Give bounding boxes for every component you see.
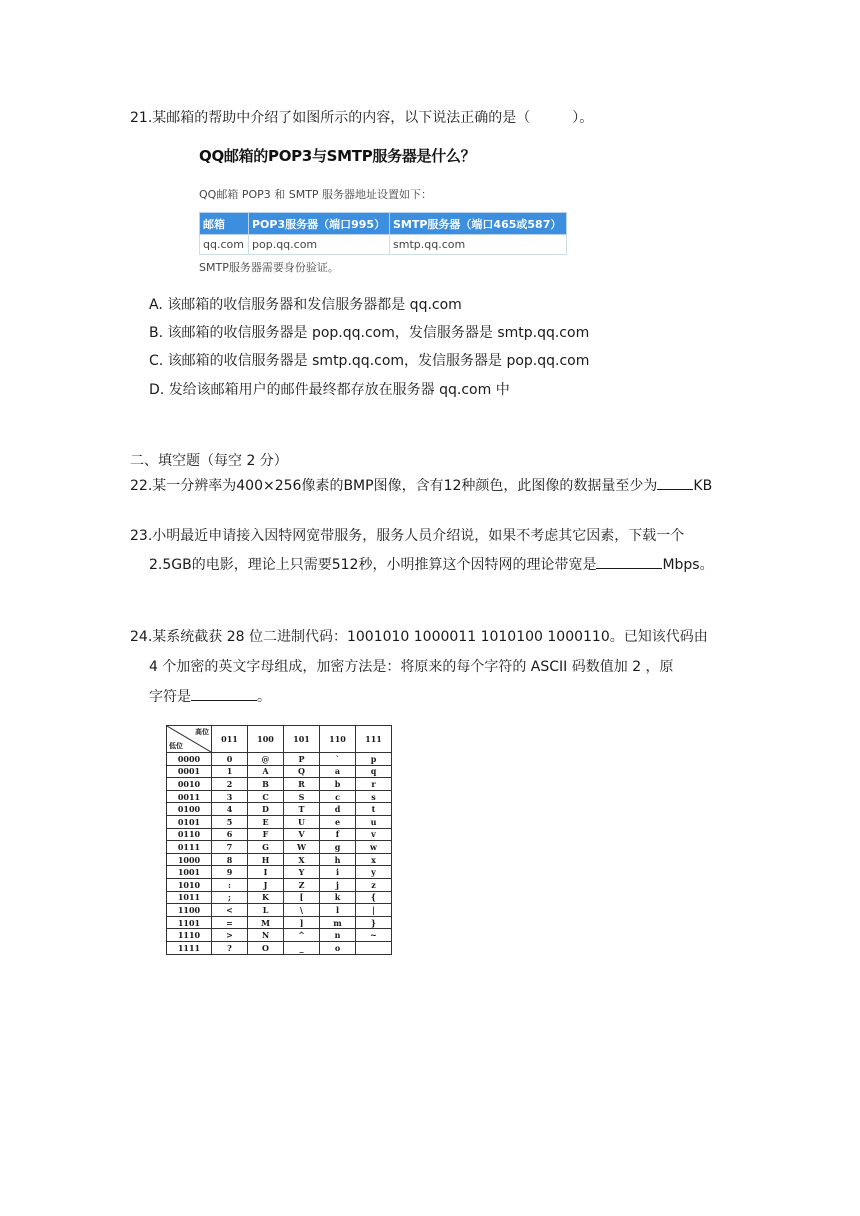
q23-text: 2.5GB的电影，理论上只需要512秒，小明推算这个因特网的理论带宽是 <box>149 557 597 573</box>
ascii-char-cell: O <box>248 941 284 954</box>
ascii-table <box>166 725 392 955</box>
ascii-char-cell: L <box>248 904 284 917</box>
ascii-char-cell: q <box>356 765 392 778</box>
ascii-row <box>167 765 392 778</box>
ascii-char-cell: 8 <box>212 853 248 866</box>
ascii-row <box>167 878 392 891</box>
ascii-char-cell: D <box>248 803 284 816</box>
ascii-char-cell: b <box>320 778 356 791</box>
q24-line1: 24.某系统截获 28 位二进制代码：1001010 1000011 1010100 1000110。已知该代码由 <box>130 629 708 645</box>
ascii-low-bits-cell: 0001 <box>167 765 212 778</box>
header-pop3: POP3服务器（端口995） <box>249 213 390 235</box>
ascii-low-bits-cell: 0110 <box>167 828 212 841</box>
ascii-char-cell: F <box>248 828 284 841</box>
ascii-row <box>167 815 392 828</box>
ascii-char-cell: h <box>320 853 356 866</box>
ascii-char-cell: ? <box>212 941 248 954</box>
header-mailbox: 邮箱 <box>200 213 249 235</box>
ascii-corner-cell <box>167 726 212 753</box>
ascii-body <box>167 753 392 955</box>
ascii-low-bits-cell: 1010 <box>167 878 212 891</box>
q23-line1: 23.小明最近申请接入因特网宽带服务，服务人员介绍说，如果不考虑其它因素，下载一个 <box>130 528 685 544</box>
ascii-char-cell: V <box>284 828 320 841</box>
ascii-char-cell: = <box>212 916 248 929</box>
ascii-char-cell: ~ <box>356 929 392 942</box>
ascii-char-cell: j <box>320 878 356 891</box>
ascii-char-cell: : <box>212 878 248 891</box>
q21-option-c <box>149 351 589 371</box>
ascii-char-cell: X <box>284 853 320 866</box>
ascii-char-cell: W <box>284 841 320 854</box>
header-smtp: SMTP服务器（端口465或587） <box>390 213 567 235</box>
q23-answer-blank[interactable] <box>596 554 662 569</box>
ascii-char-cell: < <box>212 904 248 917</box>
ascii-row <box>167 866 392 879</box>
ascii-row <box>167 891 392 904</box>
option-text: 该邮箱的收信服务器和发信服务器都是 qq.com <box>167 297 462 313</box>
option-label: C. <box>149 353 164 369</box>
ascii-char-cell: | <box>356 904 392 917</box>
ascii-char-cell: K <box>248 891 284 904</box>
ascii-char-cell: u <box>356 815 392 828</box>
ascii-char-cell: Q <box>284 765 320 778</box>
q24-end: 。 <box>257 689 271 705</box>
ascii-char-cell: U <box>284 815 320 828</box>
server-table-header <box>200 213 567 235</box>
ascii-char-cell: ; <box>212 891 248 904</box>
ascii-row <box>167 841 392 854</box>
ascii-char-cell: n <box>320 929 356 942</box>
ascii-char-cell: s <box>356 790 392 803</box>
ascii-char-cell: H <box>248 853 284 866</box>
ascii-row <box>167 941 392 954</box>
ascii-char-cell: \ <box>284 904 320 917</box>
ascii-char-cell: m <box>320 916 356 929</box>
ascii-char-cell: N <box>248 929 284 942</box>
q21-option-b <box>149 323 589 343</box>
ascii-low-bits-cell: 0011 <box>167 790 212 803</box>
ascii-char-cell: 9 <box>212 866 248 879</box>
ascii-low-bits-cell: 1110 <box>167 929 212 942</box>
ascii-low-bits-cell: 0000 <box>167 753 212 766</box>
q22-unit: KB <box>693 478 713 494</box>
ascii-low-bits-cell: 1111 <box>167 941 212 954</box>
ascii-char-cell: E <box>248 815 284 828</box>
ascii-char-cell: r <box>356 778 392 791</box>
ascii-header-cell: 110 <box>320 726 356 753</box>
ascii-header-cell: 101 <box>284 726 320 753</box>
option-label: D. <box>149 382 165 398</box>
ascii-char-cell: [ <box>284 891 320 904</box>
ascii-char-cell: g <box>320 841 356 854</box>
ascii-row <box>167 778 392 791</box>
ascii-char-cell: 2 <box>212 778 248 791</box>
ascii-row <box>167 853 392 866</box>
ascii-low-bits-cell: 1101 <box>167 916 212 929</box>
ascii-char-cell: o <box>320 941 356 954</box>
ascii-char-cell: J <box>248 878 284 891</box>
ascii-char-cell: 5 <box>212 815 248 828</box>
option-text: 该邮箱的收信服务器是 smtp.qq.com，发信服务器是 pop.qq.com <box>167 353 590 369</box>
ascii-char-cell: ] <box>284 916 320 929</box>
ascii-char-cell: 6 <box>212 828 248 841</box>
option-text: 发给该邮箱用户的邮件最终都存放在服务器 qq.com 中 <box>168 382 510 398</box>
ascii-char-cell: C <box>248 790 284 803</box>
server-table-row <box>200 235 567 255</box>
corner-high-label: 高位 <box>195 727 209 736</box>
ascii-char-cell: f <box>320 828 356 841</box>
ascii-char-cell: v <box>356 828 392 841</box>
section-heading: 二、填空题（每空 2 分） <box>130 453 288 469</box>
ascii-char-cell: B <box>248 778 284 791</box>
ascii-low-bits-cell: 0010 <box>167 778 212 791</box>
option-label: B. <box>149 325 164 341</box>
q23-line2 <box>149 554 714 575</box>
ascii-header-cell: 111 <box>356 726 392 753</box>
ascii-char-cell: G <box>248 841 284 854</box>
ascii-row <box>167 929 392 942</box>
ascii-char-cell: I <box>248 866 284 879</box>
ascii-row <box>167 916 392 929</box>
ascii-low-bits-cell: 1001 <box>167 866 212 879</box>
ascii-char-cell: x <box>356 853 392 866</box>
ascii-char-cell: p <box>356 753 392 766</box>
q21-stem: 21.某邮箱的帮助中介绍了如图所示的内容，以下说法正确的是（ ）。 <box>130 110 594 126</box>
ascii-char-cell: w <box>356 841 392 854</box>
ascii-char-cell: _ <box>284 941 320 954</box>
q21-option-a <box>149 295 462 315</box>
q21-option-d <box>149 380 510 400</box>
ascii-char-cell: S <box>284 790 320 803</box>
server-table <box>199 212 567 255</box>
ascii-char-cell: 4 <box>212 803 248 816</box>
ascii-char-cell: R <box>284 778 320 791</box>
q22 <box>130 475 712 496</box>
ascii-char-cell: i <box>320 866 356 879</box>
ascii-char-cell: > <box>212 929 248 942</box>
q24-answer-blank[interactable] <box>191 686 257 701</box>
ascii-char-cell <box>356 941 392 954</box>
ascii-char-cell: t <box>356 803 392 816</box>
q24-line2: 4 个加密的英文字母组成，加密方法是：将原来的每个字符的 ASCII 码数值加 2 ，原 <box>149 659 674 675</box>
ascii-char-cell: 3 <box>212 790 248 803</box>
corner-low-label: 低位 <box>169 741 183 750</box>
ascii-row <box>167 790 392 803</box>
q23-unit: Mbps。 <box>662 557 714 573</box>
ascii-char-cell: l <box>320 904 356 917</box>
ascii-char-cell: a <box>320 765 356 778</box>
ascii-char-cell: M <box>248 916 284 929</box>
figure-title: QQ邮箱的POP3与SMTP服务器是什么？ <box>199 147 476 165</box>
ascii-char-cell: ^ <box>284 929 320 942</box>
q24-line3 <box>149 686 271 707</box>
ascii-char-cell: { <box>356 891 392 904</box>
figure-note: SMTP服务器需要身份验证。 <box>199 261 339 274</box>
ascii-low-bits-cell: 0101 <box>167 815 212 828</box>
ascii-low-bits-cell: 1000 <box>167 853 212 866</box>
ascii-row <box>167 803 392 816</box>
ascii-char-cell: 1 <box>212 765 248 778</box>
ascii-row <box>167 753 392 766</box>
ascii-low-bits-cell: 0100 <box>167 803 212 816</box>
q24-text: 字符是 <box>149 689 191 705</box>
ascii-header-cell: 011 <box>212 726 248 753</box>
option-label: A. <box>149 297 163 313</box>
cell-smtp: smtp.qq.com <box>390 235 567 255</box>
ascii-header-cell: 100 <box>248 726 284 753</box>
ascii-char-cell: } <box>356 916 392 929</box>
figure-subtitle: QQ邮箱 POP3 和 SMTP 服务器地址设置如下： <box>199 188 433 201</box>
ascii-low-bits-cell: 0111 <box>167 841 212 854</box>
ascii-char-cell: e <box>320 815 356 828</box>
ascii-row <box>167 828 392 841</box>
ascii-char-cell: T <box>284 803 320 816</box>
ascii-low-bits-cell: 1100 <box>167 904 212 917</box>
ascii-row <box>167 904 392 917</box>
ascii-low-bits-cell: 1011 <box>167 891 212 904</box>
ascii-char-cell: k <box>320 891 356 904</box>
ascii-char-cell: A <box>248 765 284 778</box>
ascii-char-cell: P <box>284 753 320 766</box>
ascii-char-cell: @ <box>248 753 284 766</box>
cell-pop3: pop.qq.com <box>249 235 390 255</box>
ascii-char-cell: Z <box>284 878 320 891</box>
option-text: 该邮箱的收信服务器是 pop.qq.com，发信服务器是 smtp.qq.com <box>167 325 590 341</box>
ascii-char-cell: y <box>356 866 392 879</box>
q22-text: 22.某一分辨率为400×256像素的BMP图像，含有12种颜色，此图像的数据量至少为 <box>130 478 658 494</box>
ascii-header-row <box>167 726 392 753</box>
ascii-char-cell: ` <box>320 753 356 766</box>
ascii-char-cell: c <box>320 790 356 803</box>
ascii-char-cell: d <box>320 803 356 816</box>
q22-answer-blank[interactable] <box>657 475 693 490</box>
ascii-char-cell: z <box>356 878 392 891</box>
cell-mailbox: qq.com <box>200 235 249 255</box>
ascii-char-cell: Y <box>284 866 320 879</box>
ascii-char-cell: 0 <box>212 753 248 766</box>
ascii-char-cell: 7 <box>212 841 248 854</box>
